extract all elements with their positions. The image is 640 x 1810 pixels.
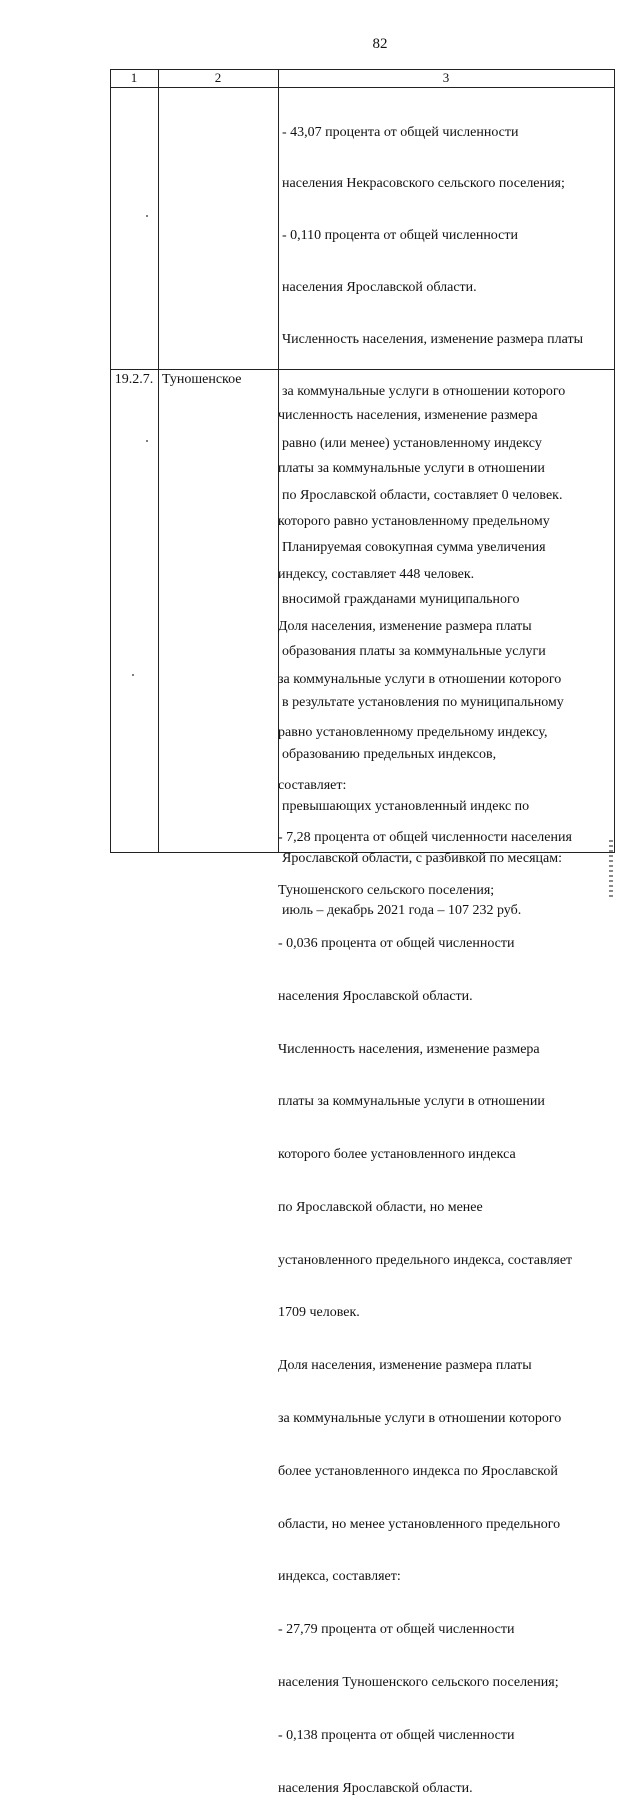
text-line: которого более установленного индекса xyxy=(278,1147,516,1163)
column-header-2: 2 xyxy=(214,70,222,85)
table-border-right xyxy=(614,69,615,853)
scan-speck xyxy=(132,674,134,676)
text-line: за коммунальные услуги в отношении которого xyxy=(282,384,566,400)
text-line: платы за коммунальные услуги в отношении xyxy=(278,1094,545,1110)
text-line: составляет: xyxy=(278,777,347,793)
text-line: Доля населения, изменение размера платы xyxy=(278,619,532,635)
scan-speck xyxy=(146,440,148,442)
text-line: - 27,79 процента от общей численности xyxy=(278,1622,515,1638)
text-line: - 0,138 процента от общей численности xyxy=(278,1727,515,1743)
table-border-left xyxy=(110,69,111,853)
text-line: платы за коммунальные услуги в отношении xyxy=(278,460,545,476)
text-line: по Ярославской области, составляет 0 человек. xyxy=(282,487,563,503)
row2-code: 19.2.7. xyxy=(114,372,154,387)
text-line: области, но менее установленного предельного xyxy=(278,1516,561,1532)
text-line: Планируемая совокупная сумма увеличения xyxy=(282,539,546,555)
column-header-3: 3 xyxy=(442,70,450,85)
text-line: за коммунальные услуги в отношении которого xyxy=(278,672,562,688)
text-line: Численность населения, изменение размера xyxy=(278,1041,540,1057)
text-line: равно (или менее) установленному индексу xyxy=(282,435,542,451)
text-line: вносимой гражданами муниципального xyxy=(282,591,520,607)
document-table xyxy=(110,69,615,1796)
text-line: - 0,036 процента от общей численности xyxy=(278,936,515,951)
text-line: населения Ярославской области. xyxy=(278,1780,473,1796)
text-line: по Ярославской области, но менее xyxy=(278,1199,483,1215)
text-line: индексу, составляет 448 человек. xyxy=(278,566,475,582)
column-header-1: 1 xyxy=(130,70,138,85)
text-line: - 43,07 процента от общей численности xyxy=(282,124,519,140)
text-line: которого равно установленному предельному xyxy=(278,513,550,529)
text-line: населения Ярославской области. xyxy=(278,988,473,1004)
text-line: равно установленному предельному индексу, xyxy=(278,724,548,740)
text-line: населения Ярославской области. xyxy=(282,280,477,296)
column-divider-1 xyxy=(158,69,159,853)
header-divider xyxy=(110,87,615,88)
text-line: установленного предельного индекса, составляет xyxy=(278,1252,573,1268)
text-line: населения Некрасовского сельского поселения; xyxy=(282,176,565,192)
text-line: Ярославской области, с разбивкой по месяцам: xyxy=(282,851,563,867)
scan-speck xyxy=(146,215,148,217)
text-line: численность населения, изменение размера xyxy=(278,408,538,424)
text-line: - 0,110 процента от общей численности xyxy=(282,228,518,244)
page-number: 82 xyxy=(372,36,388,52)
text-line: Туношенского сельского поселения; xyxy=(278,883,495,899)
text-line: населения Туношенского сельского поселения; xyxy=(278,1674,559,1690)
text-line: за коммунальные услуги в отношении которого xyxy=(278,1411,562,1427)
row2-text xyxy=(278,372,608,1810)
text-line: Доля населения, изменение размера платы xyxy=(278,1358,532,1374)
scan-edge-marks xyxy=(609,840,613,898)
text-line: 1709 человек. xyxy=(278,1305,360,1321)
text-line: в результате установления по муниципальному xyxy=(282,695,564,711)
text-line: - 7,28 процента от общей численности населения xyxy=(278,830,572,846)
text-line: образования платы за коммунальные услуги xyxy=(282,643,546,659)
text-line: образованию предельных индексов, xyxy=(282,747,497,763)
text-line: июль – декабрь 2021 года – 107 232 руб. xyxy=(282,902,522,918)
row2-name: Туношенское xyxy=(162,372,242,387)
text-line: превышающих установленный индекс по xyxy=(282,799,530,815)
text-line: Численность населения, изменение размера платы xyxy=(282,332,583,348)
text-line: более установленного индекса по Ярославской xyxy=(278,1463,558,1479)
text-line: индекса, составляет: xyxy=(278,1569,401,1585)
